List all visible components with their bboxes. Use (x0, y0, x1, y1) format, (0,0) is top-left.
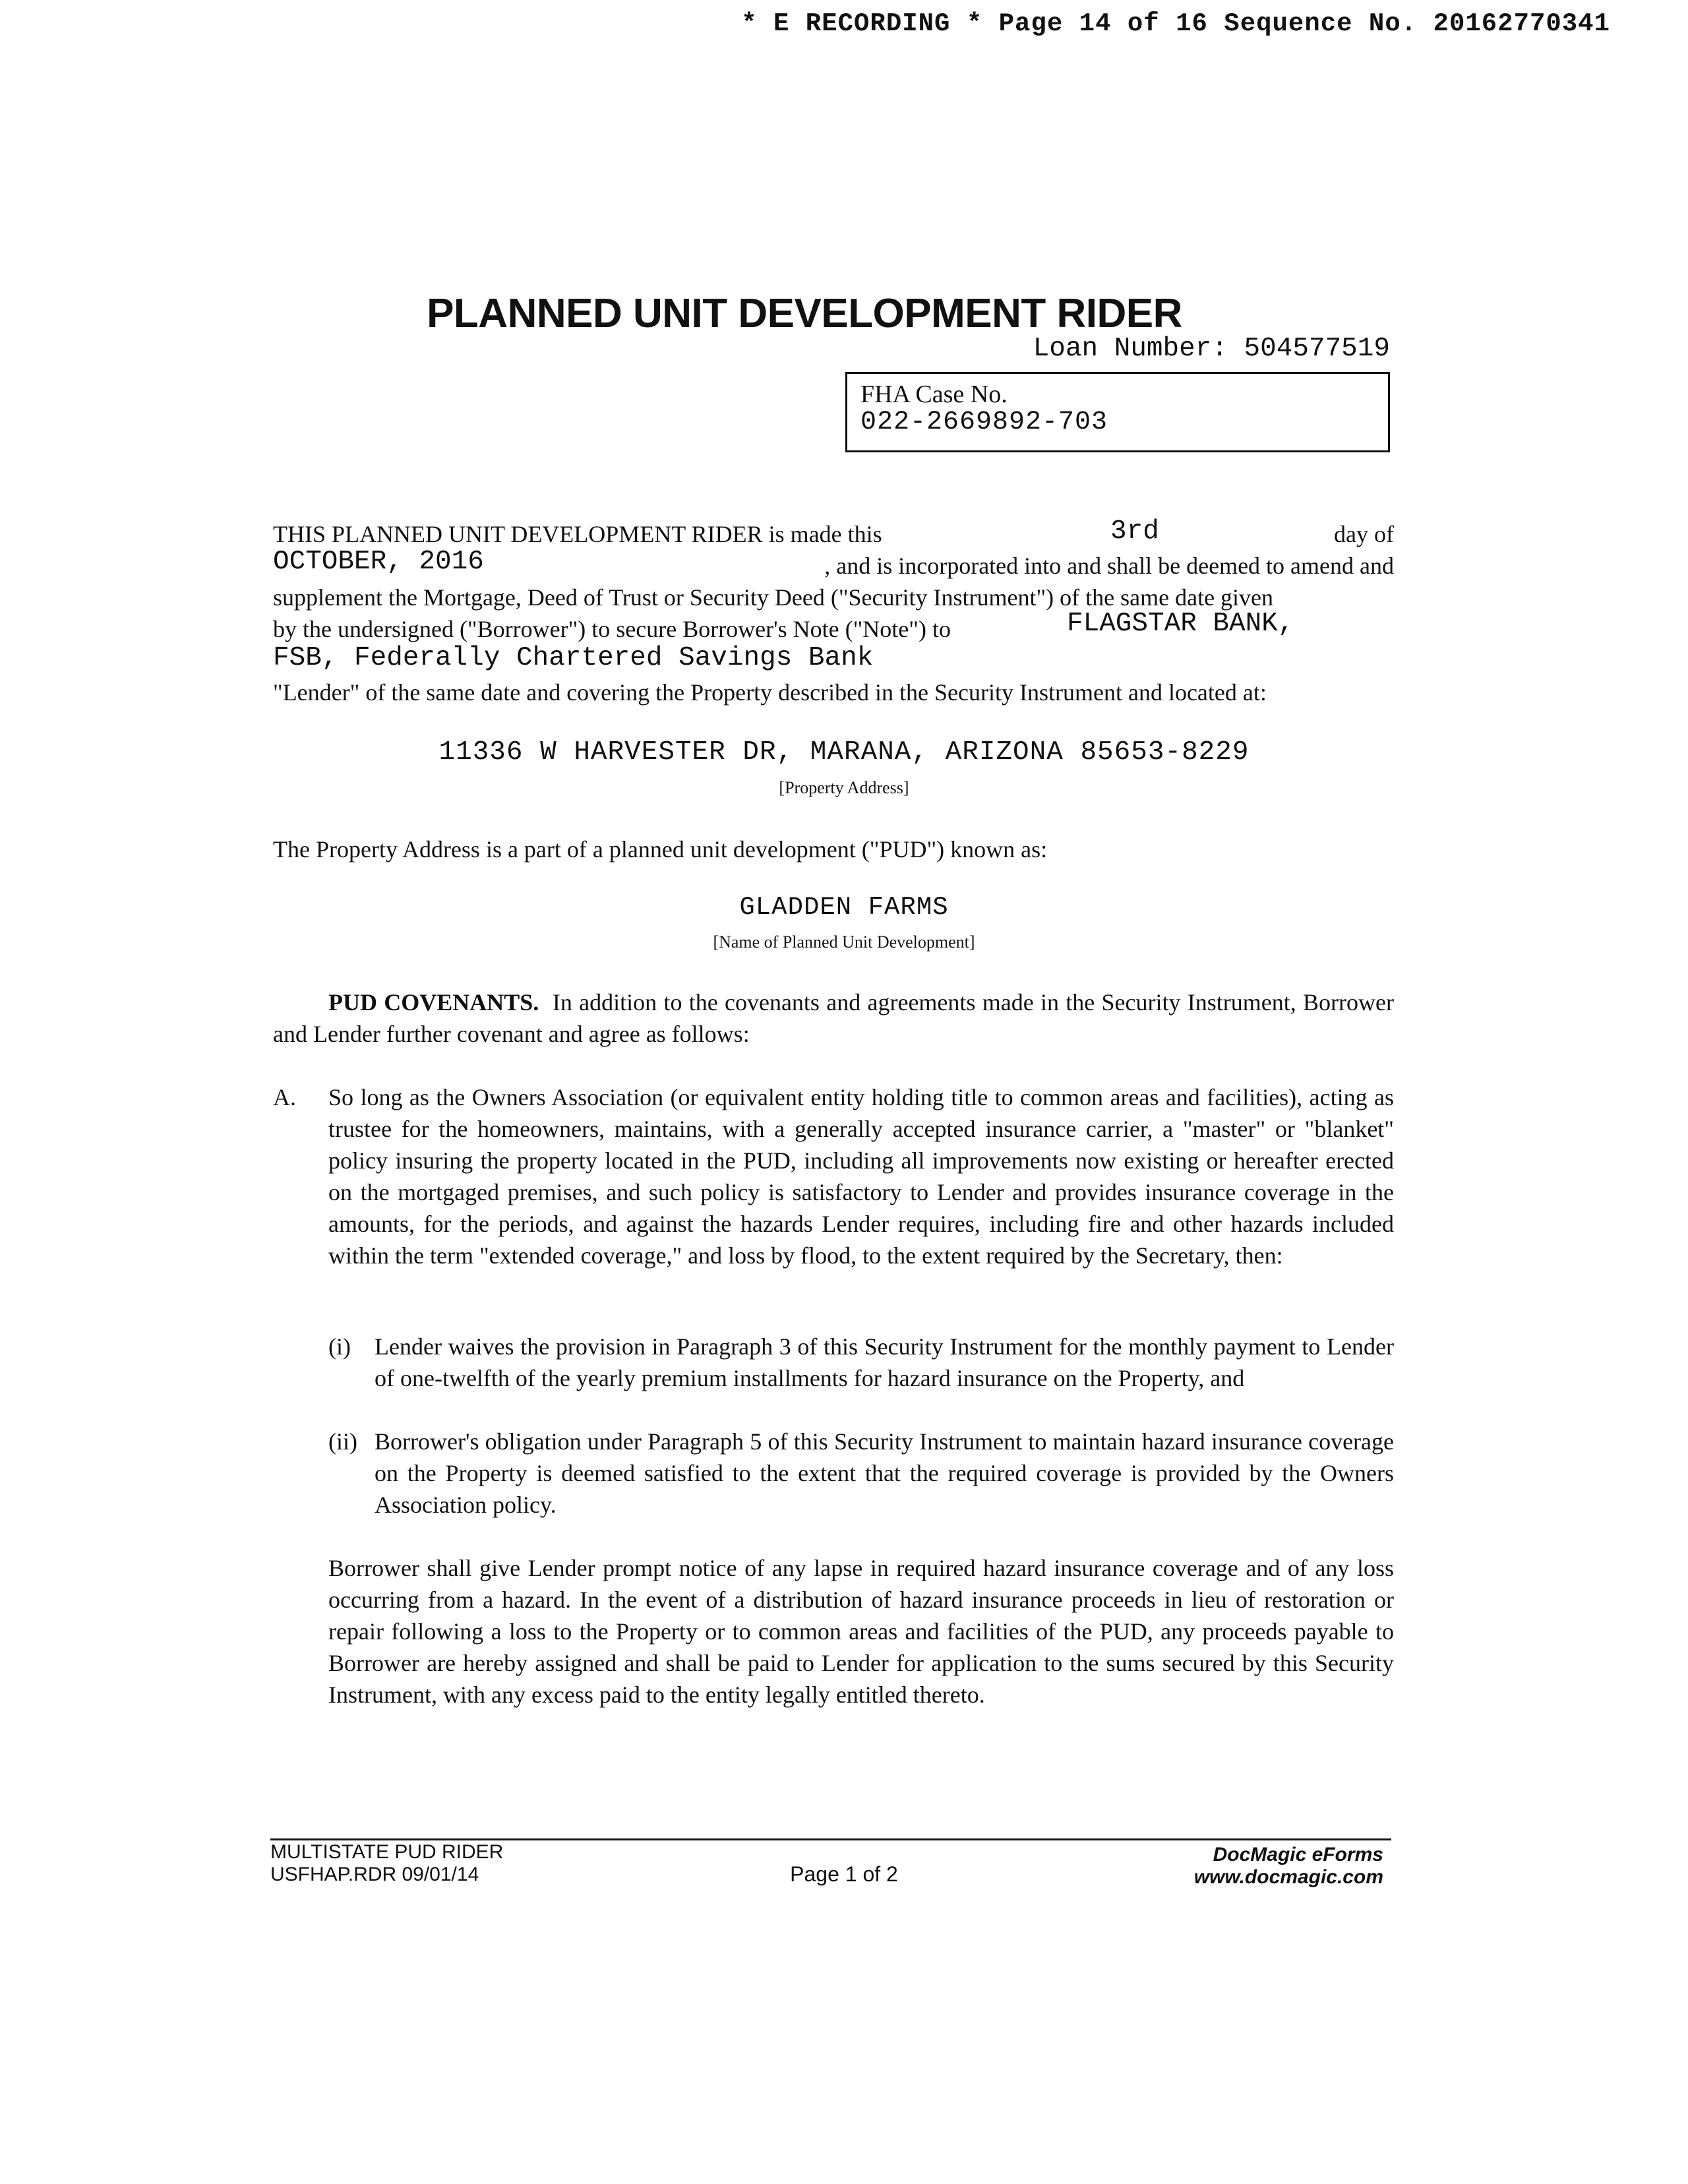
pud-covenants (273, 986, 1394, 1050)
section-a-item (328, 1331, 1394, 1394)
item-number: (ii) (328, 1428, 357, 1455)
footer-divider (270, 1838, 1391, 1840)
pud-name: GLADDEN FARMS (739, 893, 949, 922)
intro-line-1 (273, 518, 1394, 550)
item-text: Borrower's obligation under Paragraph 5 of this Security Instrument to maintain hazard insurance coverage on the Property is deemed satisfied to the extent that the required coverage is provided by the Owners Association policy. (375, 1428, 1394, 1518)
covenants-text: In addition to the covenants and agreements made in the Security Instrument, Borrower and Lender further covenant and agree as follows: (273, 989, 1394, 1047)
section-a (273, 1081, 1394, 1271)
intro-line-4 (273, 609, 1394, 645)
footer-brand (1194, 1844, 1383, 1889)
pud-name-caption: [Name of Planned Unit Development] (713, 932, 975, 952)
loan-number: Loan Number: 504577519 (1033, 334, 1390, 364)
intro-text-1a: THIS PLANNED UNIT DEVELOPMENT RIDER is made this (273, 521, 882, 547)
intro-line-2 (273, 547, 1394, 582)
footer-form-name: MULTISTATE PUD RIDER (270, 1841, 504, 1863)
intro-text-1b: day of (1334, 521, 1394, 547)
document-title: PLANNED UNIT DEVELOPMENT RIDER (427, 291, 1182, 336)
rider-day: 3rd (1110, 516, 1159, 547)
intro-text-4a: by the undersigned ("Borrower") to secure Borrower's Note ("Note") to (273, 616, 951, 642)
hazard-notice-paragraph: Borrower shall give Lender prompt notice of any lapse in required hazard insurance coverage and of any loss occurring from a hazard. In the event of a distribution of hazard insurance proceeds in lieu of restoration or repair following a loss to the Property or to common areas and facilities of the PUD, any proceeds payable to Borrower are hereby assigned and shall be paid to Lender for application to the sums secured by this Security Instrument, with any excess paid to the entity legally entitled thereto. (328, 1555, 1394, 1708)
lender-name-line-1: FLAGSTAR BANK, (1067, 609, 1294, 639)
section-a-item (328, 1426, 1394, 1521)
section-a-letter: A. (273, 1084, 296, 1110)
intro-line-6: "Lender" of the same date and covering the Property described in the Security Instrument and located at: (273, 679, 1267, 706)
footer-page-number: Page 1 of 2 (790, 1862, 898, 1886)
docmagic-logo: DocMagic eForms (1213, 1844, 1383, 1866)
item-text: Lender waives the provision in Paragraph 3 of this Security Instrument for the monthly payment to Lender of one-twelfth of the yearly premium installments for hazard insurance on the Property, and (375, 1333, 1394, 1391)
section-a-text: So long as the Owners Association (or equivalent entity holding title to common areas and facilities), acting as trustee for the homeowners, maintains, with a generally accepted insurance carrier, a "master" or "blanket" policy insuring the property located in the PUD, including all improvements now existing or hereafter erected on the mortgaged premises, and such policy is satisfactory to Lender and provides insurance coverage in the amounts, for the periods, and against the hazards Lender requires, including fire and other hazards included within the term "extended coverage," and loss by flood, to the extent required by the Secretary, then: (328, 1084, 1394, 1269)
fha-case-box (845, 372, 1390, 452)
pud-intro: The Property Address is a part of a planned unit development ("PUD") known as: (273, 836, 1048, 863)
recording-header: * E RECORDING * Page 14 of 16 Sequence No. 20162770341 (741, 9, 1610, 38)
intro-text-2b: , and is incorporated into and shall be deemed to amend and (824, 553, 1394, 579)
document-title-wrap (0, 290, 1688, 337)
intro-paragraph (273, 518, 1394, 708)
intro-line-3: supplement the Mortgage, Deed of Trust or Security Deed ("Security Instrument") of the same date given (273, 584, 1274, 611)
covenants-heading: PUD COVENANTS. (328, 989, 539, 1016)
property-address-caption: [Property Address] (779, 778, 909, 797)
property-address: 11336 W HARVESTER DR, MARANA, ARIZONA 85653-8229 (438, 737, 1250, 768)
rider-month-year: OCTOBER, 2016 (273, 547, 484, 577)
item-number: (i) (328, 1333, 351, 1360)
footer-form-code: USFHAP.RDR 09/01/14 (270, 1864, 479, 1885)
fha-case-number: 022-2669892-703 (860, 408, 1108, 437)
fha-case-label: FHA Case No. (860, 380, 1008, 408)
intro-line-5 (273, 645, 1394, 677)
footer-url: www.docmagic.com (1193, 1866, 1383, 1888)
lender-name-line-2: FSB, Federally Chartered Savings Bank (273, 643, 874, 673)
